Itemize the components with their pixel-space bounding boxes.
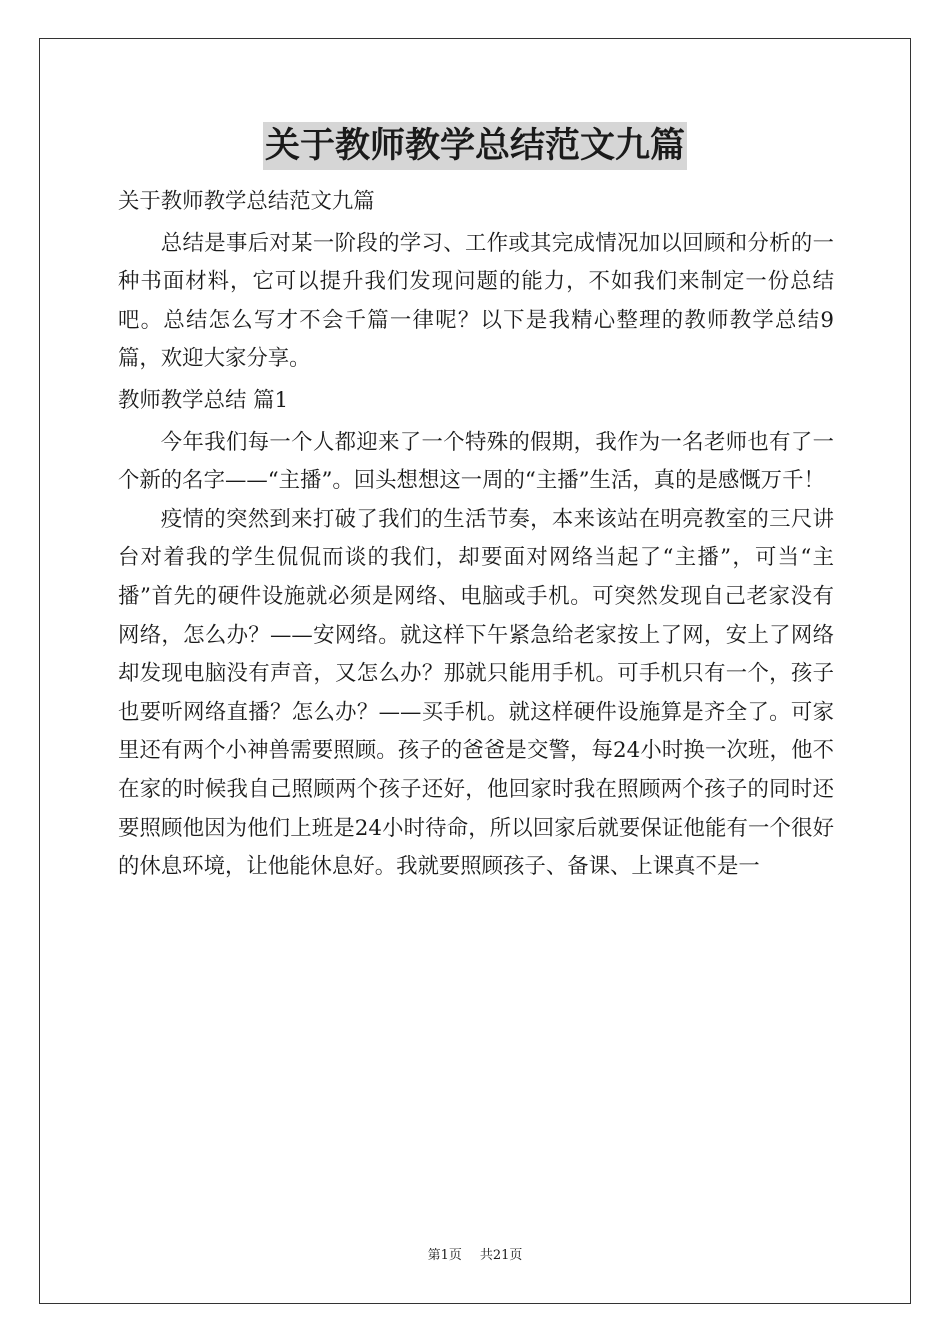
section-heading: 教师教学总结 篇1 <box>118 387 289 413</box>
document-title: 关于教师教学总结范文九篇 <box>263 122 687 170</box>
document-body <box>118 180 834 887</box>
page-total: 共21页 <box>479 1248 523 1263</box>
page-number: 第1页 <box>427 1248 462 1263</box>
intro-paragraph: 总结是事后对某一阶段的学习、工作或其完成情况加以回顾和分析的一种书面材料，它可以提升我们发现问题的能力，不如我们来制定一份总结吧。总结怎么写才不会千篇一律呢？以下是我精心整理的教师教学总结9篇，欢迎大家分享。 <box>118 230 834 372</box>
title-container <box>0 122 950 170</box>
document-subtitle: 关于教师教学总结范文九篇 <box>118 189 375 214</box>
page-footer <box>0 1244 950 1263</box>
body-paragraph: 疫情的突然到来打破了我们的生活节奏，本来该站在明亮教室的三尺讲台对着我的学生侃侃而谈的我们，却要面对网络当起了“主播”，可当“主播”首先的硬件设施就必须是网络、电脑或手机。可突然发现自己老家没有网络，怎么办？——安网络。就这样下午紧急给老家按上了网，安上了网络却发现电脑没有声音，又怎么办？那就只能用手机。可手机只有一个，孩子也要听网络直播？怎么办？——买手机。就这样硬件设施算是齐全了。可家里还有两个小神兽需要照顾。孩子的爸爸是交警，每24小时换一次班，他不在家的时候我自己照顾两个孩子还好，他回家时我在照顾两个孩子的同时还要照顾他因为他们上班是24小时待命，所以回家后就要保证他能有一个很好的休息环境，让他能休息好。我就要照顾孩子、备课、上课真不是一 <box>118 506 834 880</box>
body-paragraph: 今年我们每一个人都迎来了一个特殊的假期，我作为一名老师也有了一个新的名字——“主播”。回头想想这一周的“主播”生活，真的是感慨万千！ <box>118 429 834 494</box>
